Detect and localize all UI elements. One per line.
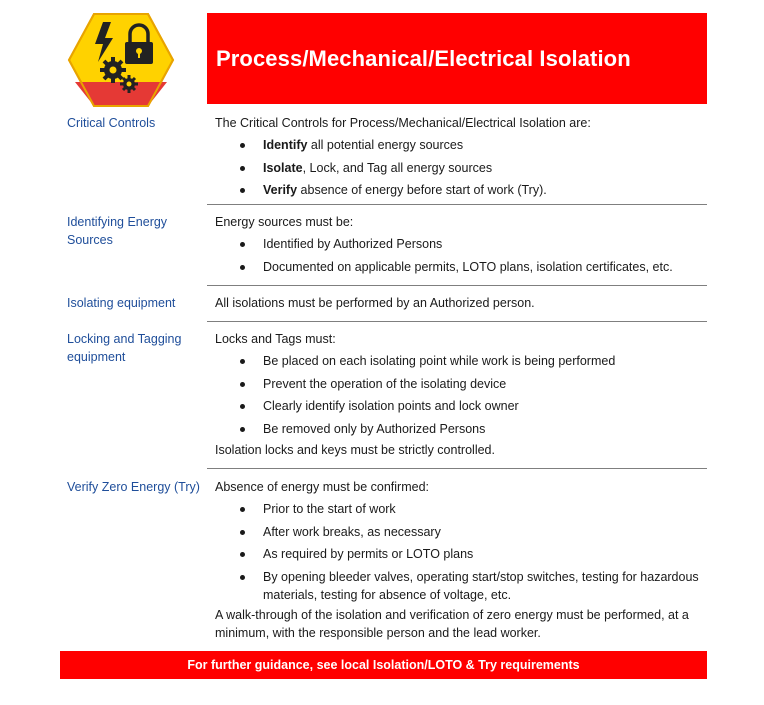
list-item: Isolate, Lock, and Tag all energy sources	[215, 159, 707, 177]
list-item: By opening bleeder valves, operating start/stop switches, testing for hazardous materials, testing for absence of voltage, etc.	[215, 568, 707, 604]
footer-banner	[60, 651, 707, 679]
section-content	[215, 330, 707, 459]
divider	[207, 285, 707, 286]
isolation-logo	[67, 12, 175, 108]
section-label: Critical Controls	[67, 116, 156, 130]
section-label: Locking and Tagging equipment	[67, 332, 182, 364]
list-item: Identify all potential energy sources	[215, 136, 707, 154]
divider	[207, 468, 707, 469]
bullet-list	[215, 136, 707, 199]
bullet-list	[215, 352, 707, 437]
divider	[207, 204, 707, 205]
section-outro: A walk-through of the isolation and verification of zero energy must be performed, at a minimum, with the responsible person and the lead worker.	[215, 607, 689, 640]
section-content	[215, 213, 707, 276]
list-item: Clearly identify isolation points and lock owner	[215, 397, 707, 415]
list-item: Verify absence of energy before start of work (Try).	[215, 181, 707, 199]
section-intro: Absence of energy must be confirmed:	[215, 480, 430, 494]
list-item: Be placed on each isolating point while work is being performed	[215, 352, 707, 370]
section-intro: The Critical Controls for Process/Mechanical/Electrical Isolation are:	[215, 116, 591, 130]
section-intro: All isolations must be performed by an Authorized person.	[215, 296, 535, 310]
list-item: As required by permits or LOTO plans	[215, 545, 707, 563]
divider	[207, 321, 707, 322]
list-item: After work breaks, as necessary	[215, 523, 707, 541]
list-item: Identified by Authorized Persons	[215, 235, 707, 253]
section-outro: Isolation locks and keys must be strictly controlled.	[215, 442, 495, 457]
list-item: Documented on applicable permits, LOTO plans, isolation certificates, etc.	[215, 258, 707, 276]
list-item: Be removed only by Authorized Persons	[215, 420, 707, 438]
section-content	[215, 114, 707, 199]
section-intro: Locks and Tags must:	[215, 332, 336, 346]
section-intro: Energy sources must be:	[215, 215, 354, 229]
list-item: Prior to the start of work	[215, 500, 707, 518]
bullet-list	[215, 235, 707, 275]
section-label: Isolating equipment	[67, 296, 176, 310]
title-banner	[207, 13, 707, 104]
list-item: Prevent the operation of the isolating device	[215, 375, 707, 393]
bullet-list	[215, 500, 707, 603]
section-label: Verify Zero Energy (Try)	[67, 480, 200, 494]
page-title: Process/Mechanical/Electrical Isolation	[216, 45, 631, 71]
section-content	[215, 478, 707, 642]
section-label: Identifying Energy Sources	[67, 215, 168, 247]
section-content	[215, 294, 707, 312]
footer-text: For further guidance, see local Isolation/LOTO & Try requirements	[187, 658, 580, 672]
